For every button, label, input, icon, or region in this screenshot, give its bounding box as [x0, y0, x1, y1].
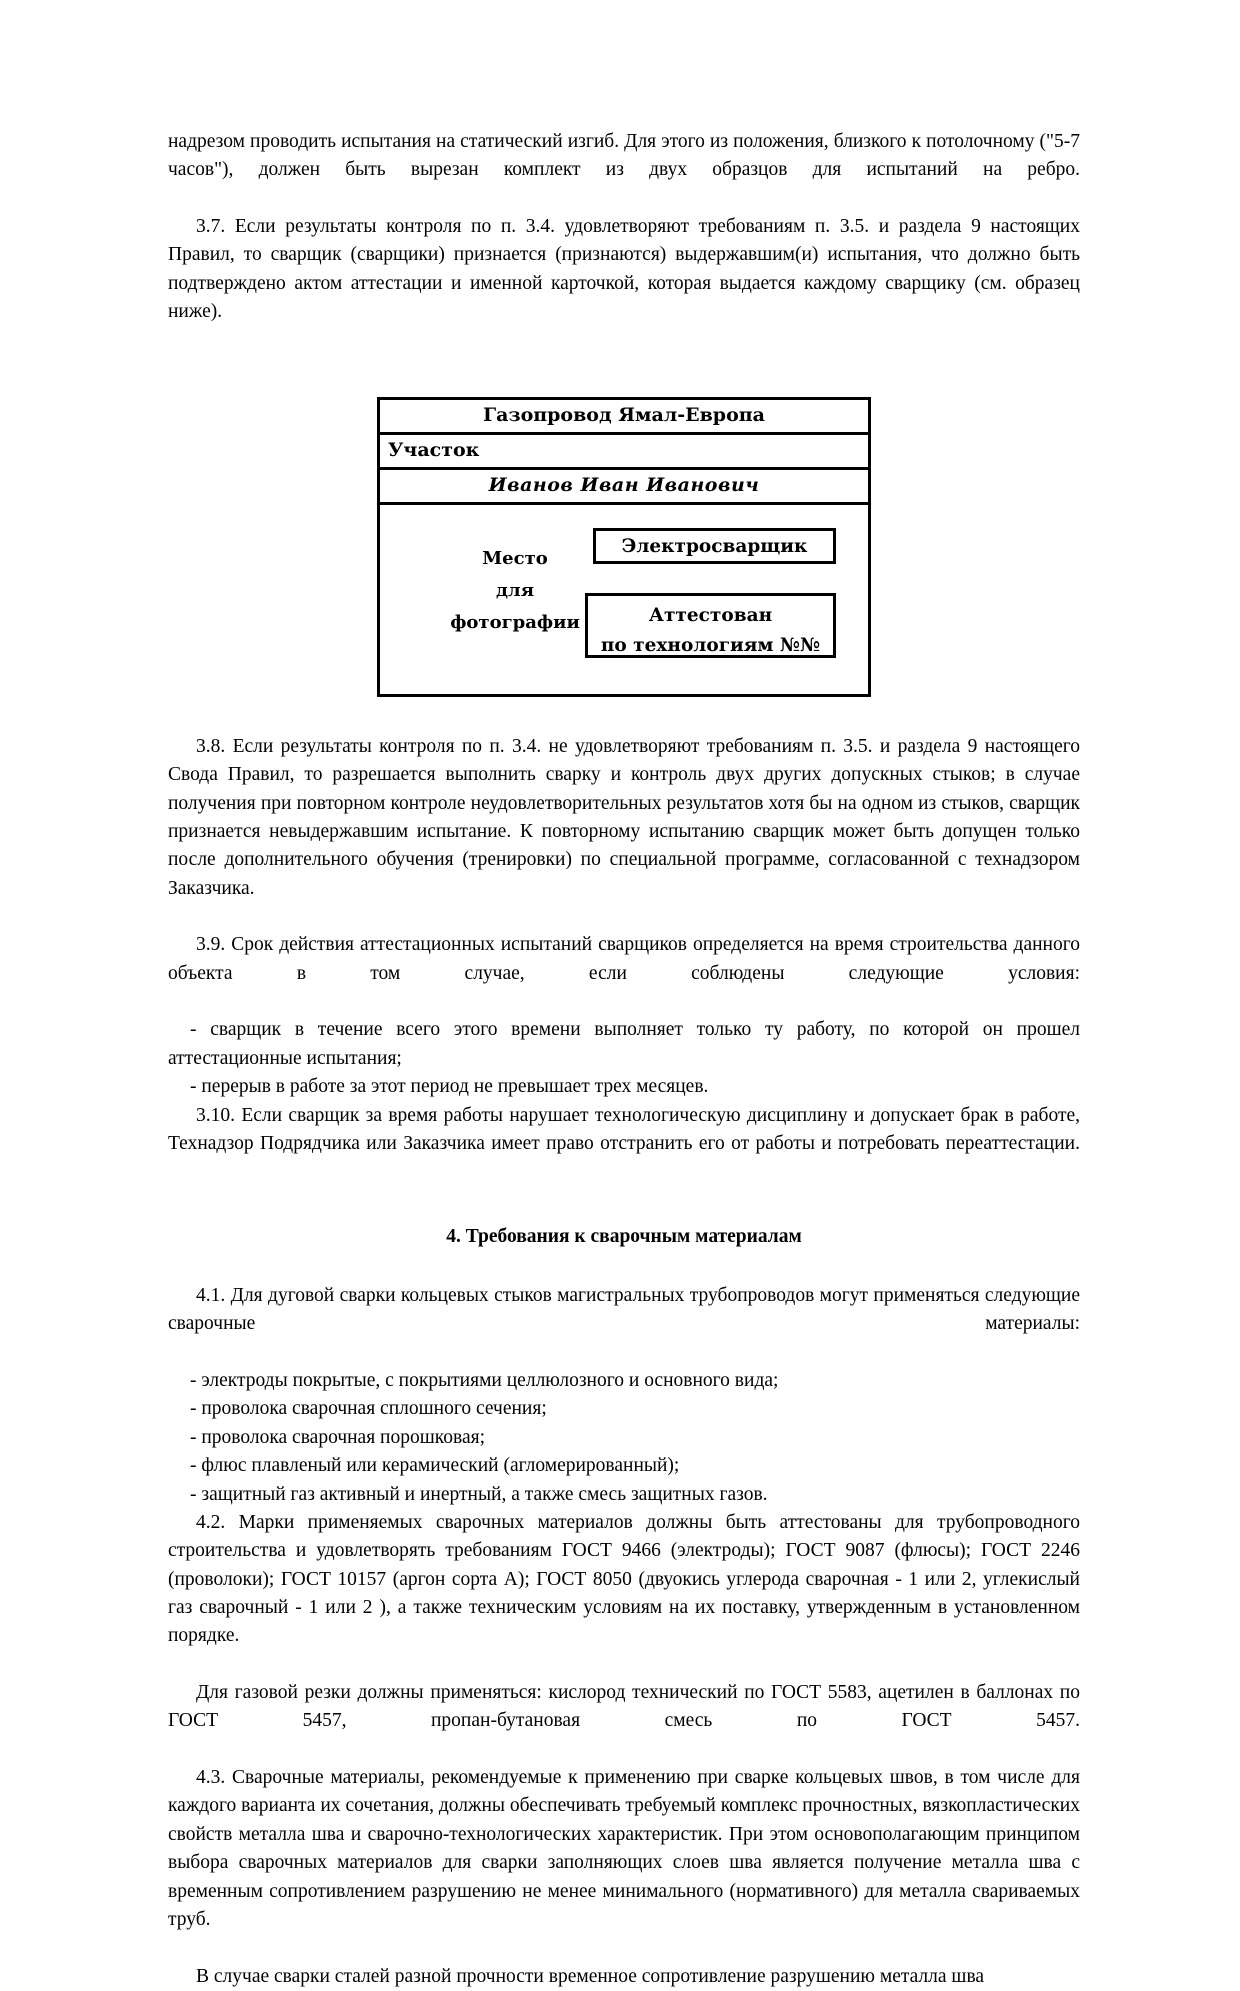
section-heading-4: 4. Требования к сварочным материалам	[446, 1225, 802, 1247]
document-body	[168, 128, 1080, 1991]
spacer-after-heading	[168, 1251, 1080, 1282]
bullet-4-1-b: - проволока сварочная сплошного сечения;	[190, 1398, 547, 1420]
spacer-after-card	[168, 697, 1080, 733]
card-section-label: Участок	[380, 435, 868, 470]
card-body	[380, 505, 868, 693]
card-role-badge: Электросварщик	[593, 528, 836, 564]
paragraph-gas-cutting: Для газовой резки должны применяться: кислород технический по ГОСТ 5583, ацетилен в баллонах по ГОСТ 5457, пропан-бутановая смесь по ГОСТ 5457.	[168, 1682, 1080, 1732]
card-certification-line-2: по технологиям №№	[600, 635, 821, 657]
bullet-4-1-e: - защитный газ активный и инертный, а также смесь защитных газов.	[190, 1483, 768, 1505]
spacer-before-heading	[168, 1187, 1080, 1223]
welder-identification-card	[377, 397, 871, 697]
paragraph-4-2: 4.2. Марки применяемых сварочных материалов должны быть аттестованы для трубопроводного строительства и удовлетворять требованиям ГОСТ 9466 (электроды); ГОСТ 9087 (флюсы); ГОСТ 2246 (проволоки); ГОСТ 10157 (аргон сорта А); ГОСТ 8050 (двуокись углерода сварочная - 1 или 2, углекислый газ сварочный - 1 или 2 ), а также техническим условиям на их поставку, утвержденным в установленном порядке.	[168, 1511, 1080, 1647]
card-certification-badge	[585, 593, 836, 658]
card-welder-name: Иванов Иван Иванович	[380, 470, 868, 505]
card-pipeline-title: Газопровод Ямал-Европа	[380, 400, 868, 435]
paragraph-3-9: 3.9. Срок действия аттестационных испытаний сварщиков определяется на время строительства данного объекта в том случае, если соблюдены следующие условия:	[168, 934, 1080, 984]
bullet-4-1-d: - флюс плавленый или керамический (агломерированный);	[190, 1455, 680, 1477]
card-photo-placeholder-line-2: для	[496, 579, 534, 601]
paragraph-continuation: надрезом проводить испытания на статический изгиб. Для этого из положения, близкого к потолочному ("5-7 часов"), должен быть вырезан комплект из двух образцов для испытаний на ребро.	[168, 131, 1080, 181]
paragraph-4-1: 4.1. Для дуговой сварки кольцевых стыков магистральных трубопроводов могут применяться следующие сварочные материалы:	[168, 1284, 1080, 1335]
card-photo-placeholder	[440, 543, 590, 639]
card-photo-placeholder-line-1: Место	[482, 547, 548, 569]
card-photo-placeholder-line-3: фотографии	[450, 611, 580, 633]
paragraph-4-3: 4.3. Сварочные материалы, рекомендуемые к применению при сварке кольцевых швов, в том числе для каждого варианта их сочетания, должны обеспечивать требуемый комплекс прочностных, вязкопластических свойств металла шва и сварочно-технологических характеристик. При этом основополагающим принципом выбора сварочных материалов для сварки заполняющих слоев шва является получение металла шва с временным сопротивлением разрушению не менее минимального (нормативного) для металла свариваемых труб.	[168, 1767, 1080, 1930]
paragraph-3-8: 3.8. Если результаты контроля по п. 3.4. не удовлетворяют требованиям п. 3.5. и раздела 9 настоящего Свода Правил, то разрешается выполнить сварку и контроль двух других допускных стыков; в случае получения при повторном контроле неудовлетворительных результатов хотя бы на одном из стыков, сварщик признается невыдержавшим испытание. К повторному испытанию сварщик может быть допущен только после дополнительного обучения (тренировки) по специальной программе, согласованной с технадзором Заказчика.	[168, 735, 1080, 899]
card-certification-line-1: Аттестован	[648, 604, 773, 626]
paragraph-continuation-end: В случае сварки сталей разной прочности временное сопротивление разрушению металла шва	[196, 1965, 985, 1987]
paragraph-3-10: 3.10. Если сварщик за время работы нарушает технологическую дисциплину и допускает брак в работе, Технадзор Подрядчика или Заказчика имеет право отстранить его от работы и потребовать переаттестации.	[168, 1104, 1080, 1154]
welder-card-figure	[168, 397, 1080, 697]
bullet-4-1-a: - электроды покрытые, с покрытиями целлюлозного и основного вида;	[190, 1370, 779, 1392]
bullet-3-9-b: - перерыв в работе за этот период не превышает трех месяцев.	[190, 1076, 709, 1098]
paragraph-3-7: 3.7. Если результаты контроля по п. 3.4. удовлетворяют требованиям п. 3.5. и раздела 9 настоящих Правил, то сварщик (сварщики) признается (признаются) выдержавшим(и) испытания, что должно быть подтверждено актом аттестации и именной карточкой, которая выдается каждому сварщику (см. образец ниже).	[168, 216, 1080, 323]
bullet-4-1-c: - проволока сварочная порошковая;	[190, 1426, 485, 1448]
bullet-3-9-a: - сварщик в течение всего этого времени выполняет только ту работу, по которой он прошел аттестационные испытания;	[168, 1019, 1080, 1069]
